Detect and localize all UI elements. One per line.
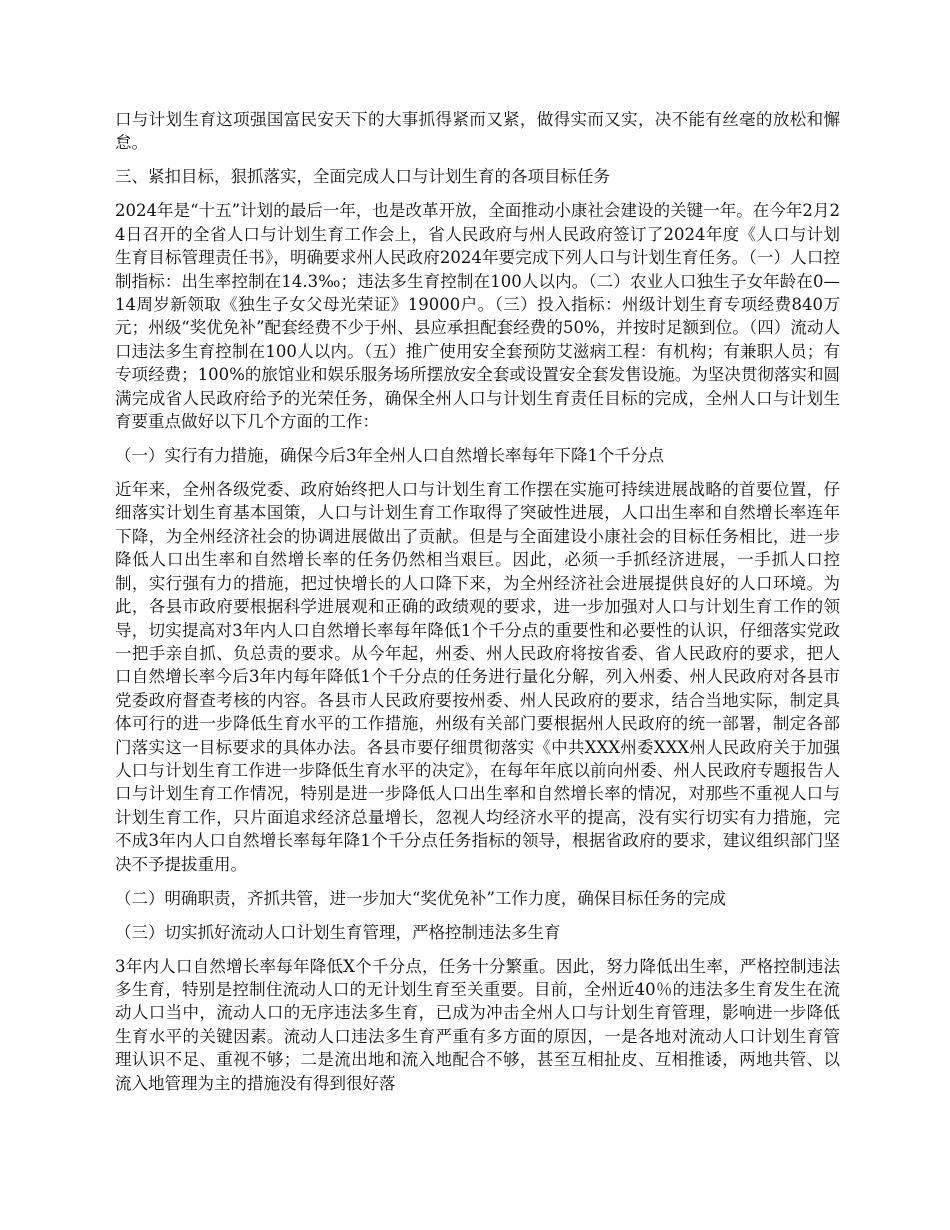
paragraph-continuation: 口与计划生育这项强国富民安天下的大事抓得紧而又紧，做得实而又实，决不能有丝毫的放松和懈怠。 (115, 110, 840, 153)
subheading-3: （三）切实抓好流动人口计划生育管理，严格控制违法多生育 (115, 922, 561, 942)
section-heading-3: 三、紧扣目标，狠抓落实，全面完成人口与计划生育的各项目标任务 (115, 167, 610, 187)
subheading-1: （一）实行有力措施，确保今后3年全州人口自然增长率每年下降1个千分点 (115, 446, 664, 466)
paragraph-floating-population: 3年内人口自然增长率每年降低X个千分点，任务十分繁重。因此，努力降低出生率，严格控制违法多生育，特别是控制住流动人口的无计划生育至关重要。目前，全州近40％的违法多生育发生在流动人口当中，流动人口的无序违法多生育，已成为冲击全州人口与计划生育管理，影响进一步降低生育水平的关键因素。流动人口违法多生育严重有多方面的原因，一是各地对流动人口计划生育管理认识不足、重视不够；二是流出地和流入地配合不够，甚至互相扯皮、互相推诿，两地共管、以流入地管理为主的措施没有得到很好落 (115, 956, 840, 1093)
paragraph-measures: 近年来，全州各级党委、政府始终把人口与计划生育工作摆在实施可持续进展战略的首要位置，仔细落实计划生育基本国策，人口与计划生育工作取得了突破性进展，人口出生率和自然增长率连年下降，为全州经济社会的协调进展做出了贡献。但是与全面建设小康社会的目标任务相比，进一步降低人口出生率和自然增长率的任务仍然相当艰巨。因此，必须一手抓经济进展，一手抓人口控制，实行强有力的措施，把过快增长的人口降下来，为全州经济社会进展提供良好的人口环境。为此，各县市政府要根据科学进展观和正确的政绩观的要求，进一步加强对人口与计划生育工作的领导，切实提高对3年内人口自然增长率每年降低1个千分点的重要性和必要性的认识，仔细落实党政一把手亲自抓、负总责的要求。从今年起，州委、州人民政府将按省委、省人民政府的要求，把人口自然增长率今后3年内每年降低1个千分点的任务进行量化分解，列入州委、州人民政府对各县市党委政府督查考核的内容。各县市人民政府要按州委、州人民政府的要求，结合当地实际，制定具体可行的进一步降低生育水平的工作措施，州级有关部门要根据州人民政府的统一部署，制定各部门落实这一目标要求的具体办法。各县市要仔细贯彻落实《中共XXX州委XXX州人民政府关于加强人口与计划生育工作进一步降低生育水平的决定》，在每年年底以前向州委、州人民政府专题报告人口与计划生育工作情况，特别是进一步降低人口出生率和自然增长率的情况，对那些不重视人口与计划生育工作，只片面追求经济总量增长，忽视人均经济水平的提高，没有实行切实有力措施，完不成3年内人口自然增长率每年降1个千分点任务指标的领导，根据省政府的要求，建议组织部门坚决不予提拔重用。 (115, 480, 840, 874)
subheading-2: （二）明确职责，齐抓共管，进一步加大“奖优免补”工作力度，确保目标任务的完成 (115, 888, 726, 908)
paragraph-2024-targets: 2024年是“十五”计划的最后一年，也是改革开放，全面推动小康社会建设的关键一年。在今年2月24日召开的全省人口与计划生育工作会上，省人民政府与州人民政府签订了2024年度《人口与计划生育目标管理责任书》，明确要求州人民政府2024年要完成下列人口与计划生育任务。（一）人口控制指标：出生率控制在14.3‰；违法多生育控制在100人以内。（二）农业人口独生子女年龄在0—14周岁新领取《独生子女父母光荣证》19000户。（三）投入指标：州级计划生育专项经费840万元；州级“奖优免补”配套经费不少于州、县应承担配套经费的50%，并按时足额到位。（四）流动人口违法多生育控制在100人以内。（五）推广使用安全套预防艾滋病工程：有机构；有兼职人员；有专项经费；100%的旅馆业和娱乐服务场所摆放安全套或设置安全套发售设施。为坚决贯彻落实和圆满完成省人民政府给予的光荣任务，确保全州人口与计划生育责任目标的完成，全州人口与计划生育要重点做好以下几个方面的工作： (115, 201, 840, 432)
document-page (115, 108, 840, 1106)
